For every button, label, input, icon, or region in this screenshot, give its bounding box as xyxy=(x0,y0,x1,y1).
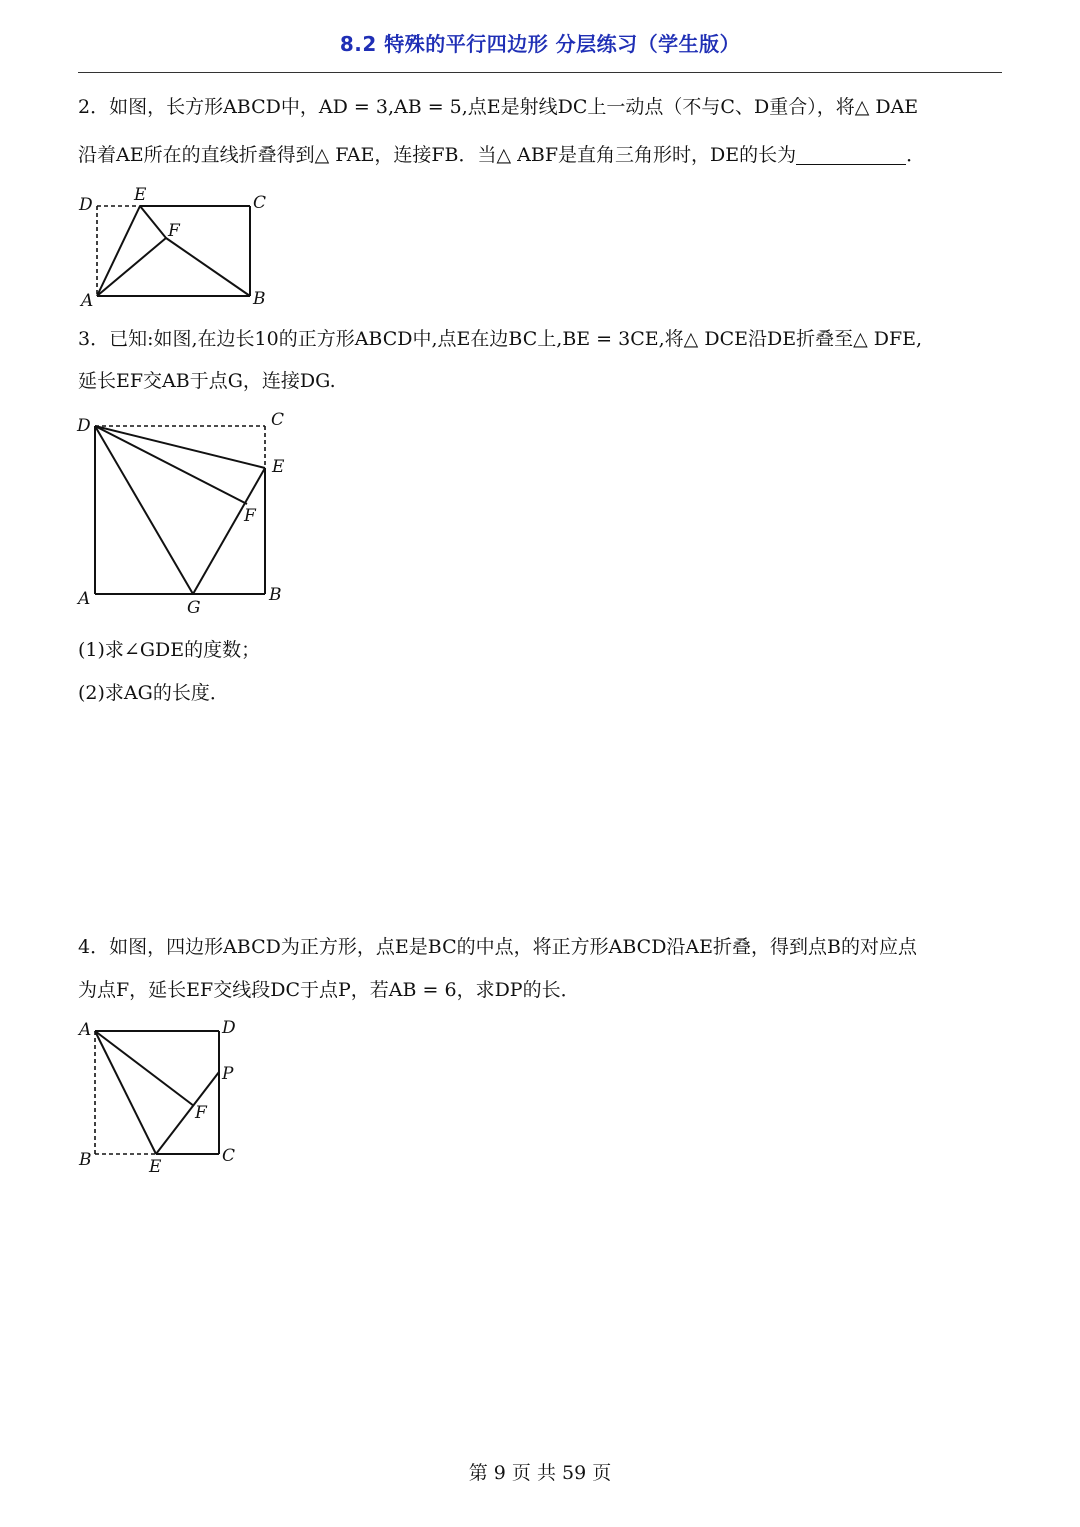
problem-4-figure xyxy=(70,1010,250,1180)
problem-2-line-2-text: 沿着AE所在的直线折叠得到△ FAE，连接FB．当△ ABF是直角三角形时，DE的长为 xyxy=(78,144,797,166)
fig4-segment-af xyxy=(95,1031,194,1106)
fig2-label-c: C xyxy=(253,193,267,213)
problem-3-subquestion-2: (2)求AG的长度． xyxy=(78,682,229,704)
fig4-label-c: C xyxy=(222,1146,236,1166)
fig4-label-e: E xyxy=(149,1157,162,1177)
header-divider xyxy=(78,72,1002,73)
fig2-segment-ae xyxy=(97,206,140,296)
fig3-label-b: B xyxy=(269,585,282,605)
page-header-title: 8.2 特殊的平行四边形 分层练习（学生版） xyxy=(339,32,741,56)
page-footer: 第 9 页 共 59 页 xyxy=(468,1462,612,1484)
fig2-label-f: F xyxy=(168,221,180,241)
fig3-segment-de xyxy=(95,426,265,468)
fig3-label-e: E xyxy=(272,457,285,477)
fig2-label-a: A xyxy=(81,291,94,311)
fig2-label-b: B xyxy=(253,289,266,309)
fig3-label-c: C xyxy=(271,410,285,430)
problem-2-line-1: 2．如图，长方形ABCD中，AD = 3,AB = 5,点E是射线DC上一动点（不与C、D重合），将△ DAE xyxy=(78,96,919,118)
fig4-segment-ae xyxy=(95,1031,156,1154)
problem-2-line-2 xyxy=(78,131,1008,179)
problem-2-figure xyxy=(70,180,290,310)
problem-4-line-2: 为点F，延长EF交线段DC于点P，若AB = 6，求DP的长． xyxy=(78,979,580,1001)
fig4-label-a: A xyxy=(79,1020,92,1040)
fig2-label-d: D xyxy=(79,195,93,215)
problem-2-line-2-end: ． xyxy=(906,144,926,166)
fig3-segment-eg xyxy=(193,468,265,594)
fig3-label-f: F xyxy=(244,506,256,526)
problem-3-line-1: 3．已知:如图,在边长10的正方形ABCD中,点E在边BC上,BE = 3CE,将△ DCE沿DE折叠至△ DFE, xyxy=(78,328,923,350)
fig3-label-a: A xyxy=(78,589,91,609)
fig4-label-p: P xyxy=(222,1064,234,1084)
fig4-label-f: F xyxy=(195,1103,207,1123)
problem-3-line-2: 延长EF交AB于点G，连接DG. xyxy=(78,370,336,392)
problem-3-subquestion-1: (1)求∠GDE的度数； xyxy=(78,639,261,661)
fig3-label-g: G xyxy=(187,598,201,618)
fig2-label-e: E xyxy=(134,185,147,205)
fig2-segment-fb xyxy=(166,238,250,296)
fig2-segment-af xyxy=(97,238,166,296)
answer-blank xyxy=(796,134,906,165)
problem-3-figure xyxy=(70,400,300,625)
fig4-label-b: B xyxy=(79,1150,92,1170)
fig3-label-d: D xyxy=(77,416,91,436)
problem-4-line-1: 4．如图，四边形ABCD为正方形，点E是BC的中点，将正方形ABCD沿AE折叠，得到点B的对应点 xyxy=(78,936,917,958)
fig4-label-d: D xyxy=(222,1018,236,1038)
fig2-segment-ef xyxy=(140,206,166,238)
